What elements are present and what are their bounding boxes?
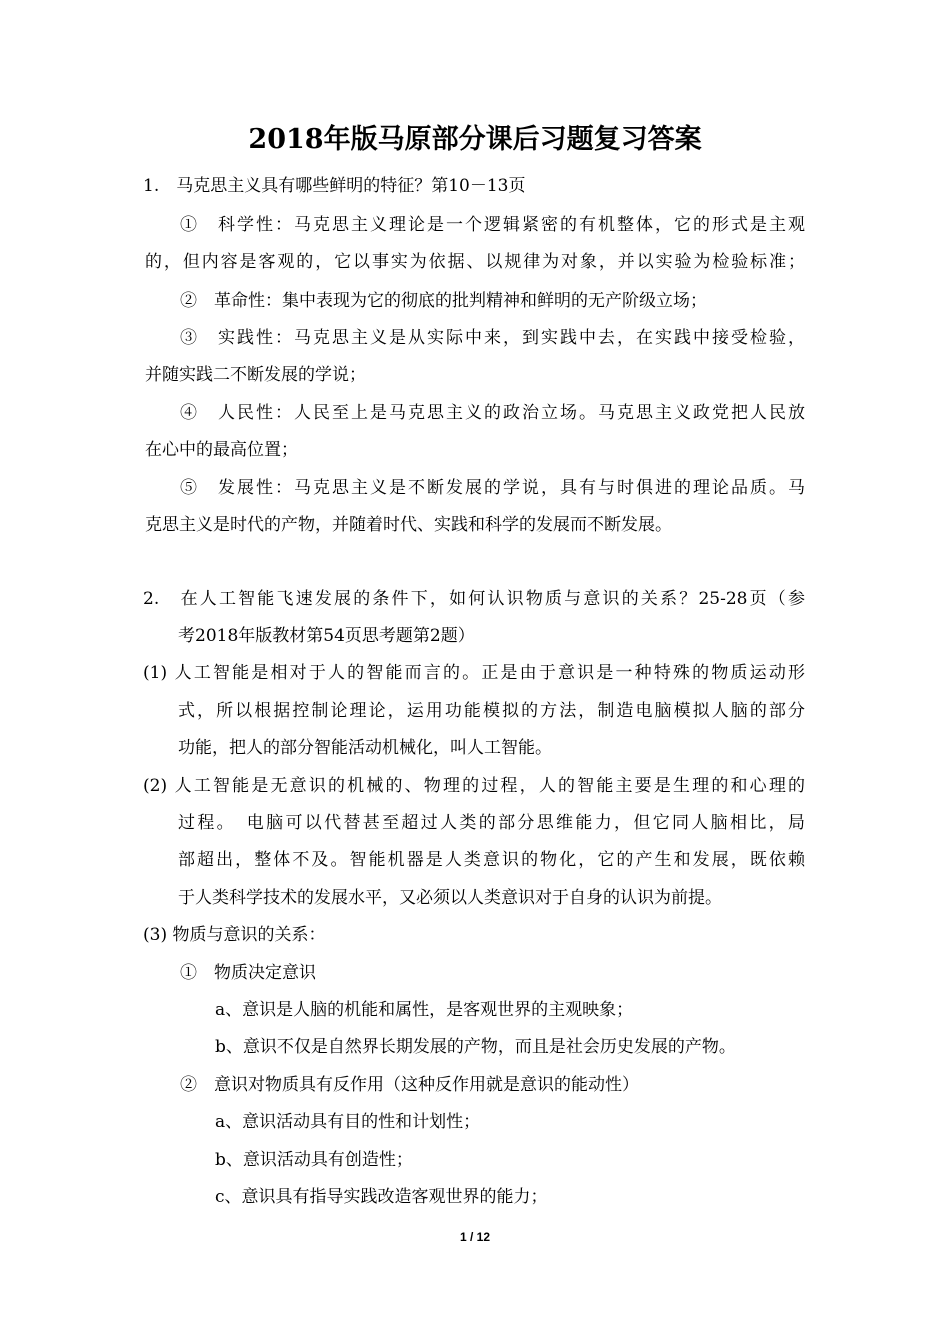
q1-point-4-line-2: 在心中的最高位置；	[145, 440, 298, 460]
q2-section-2-line-3: 部超出，整体不及。智能机器是人类意识的物化，它的产生和发展，既依赖	[178, 850, 805, 870]
q2-point-b-item-1: a、意识活动具有目的性和计划性；	[215, 1112, 481, 1132]
q2-section-1-line-1: (1) 人工智能是相对于人的智能而言的。正是由于意识是一种特殊的物质运动形	[143, 663, 805, 683]
q2-section-3-heading: (3) 物质与意识的关系：	[143, 925, 326, 945]
q2-point-b-item-3: c、意识具有指导实践改造客观世界的能力；	[215, 1187, 548, 1207]
q1-point-4-line-1: ④ 人民性：人民至上是马克思主义的政治立场。马克思主义政党把人民放	[180, 403, 805, 423]
page-number: 1 / 12	[459, 1230, 491, 1244]
q2-point-b-heading: ② 意识对物质具有反作用（这种反作用就是意识的能动性）	[180, 1075, 639, 1095]
document-title: 2018年版马原部分课后习题复习答案	[248, 124, 702, 155]
q2-point-a-item-2: b、意识不仅是自然界长期发展的产物，而且是社会历史发展的产物。	[215, 1037, 736, 1057]
q2-point-a-heading: ① 物质决定意识	[180, 963, 316, 983]
q2-point-b-item-2: b、意识活动具有创造性；	[215, 1150, 413, 1170]
q1-point-5-line-1: ⑤ 发展性：马克思主义是不断发展的学说，具有与时俱进的理论品质。马	[180, 478, 805, 498]
q2-section-1-line-3: 功能，把人的部分智能活动机械化，叫人工智能。	[178, 738, 552, 758]
question-2-heading-line-2: 考2018年版教材第54页思考题第2题）	[178, 626, 475, 646]
q2-section-1-line-2: 式，所以根据控制论理论，运用功能模拟的方法，制造电脑模拟人脑的部分	[178, 701, 805, 721]
q2-section-2-line-4: 于人类科学技术的发展水平，又必须以人类意识对于自身的认识为前提。	[178, 888, 722, 908]
q2-point-a-item-1: a、意识是人脑的机能和属性，是客观世界的主观映象；	[215, 1000, 634, 1020]
question-1-heading: 1. 马克思主义具有哪些鲜明的特征？第10－13页	[143, 176, 526, 196]
q2-section-2-line-2: 过程。 电脑可以代替甚至超过人类的部分思维能力，但它同人脑相比，局	[178, 813, 805, 833]
q1-point-3-line-1: ③ 实践性：马克思主义是从实际中来，到实践中去，在实践中接受检验，	[180, 328, 805, 348]
question-2-heading-line-1: 2. 在人工智能飞速发展的条件下，如何认识物质与意识的关系？25-28页（参	[143, 589, 805, 609]
q1-point-1-line-2: 的，但内容是客观的，它以事实为依据、以规律为对象，并以实验为检验标准；	[145, 252, 805, 272]
q2-section-2-line-1: (2) 人工智能是无意识的机械的、物理的过程，人的智能主要是生理的和心理的	[143, 776, 805, 796]
q1-point-3-line-2: 并随实践二不断发展的学说；	[145, 365, 366, 385]
q1-point-2-line-1: ② 革命性：集中表现为它的彻底的批判精神和鲜明的无产阶级立场；	[180, 291, 707, 311]
q1-point-1-line-1: ① 科学性：马克思主义理论是一个逻辑紧密的有机整体，它的形式是主观	[180, 215, 805, 235]
q1-point-5-line-2: 克思主义是时代的产物，并随着时代、实践和科学的发展而不断发展。	[145, 515, 672, 535]
